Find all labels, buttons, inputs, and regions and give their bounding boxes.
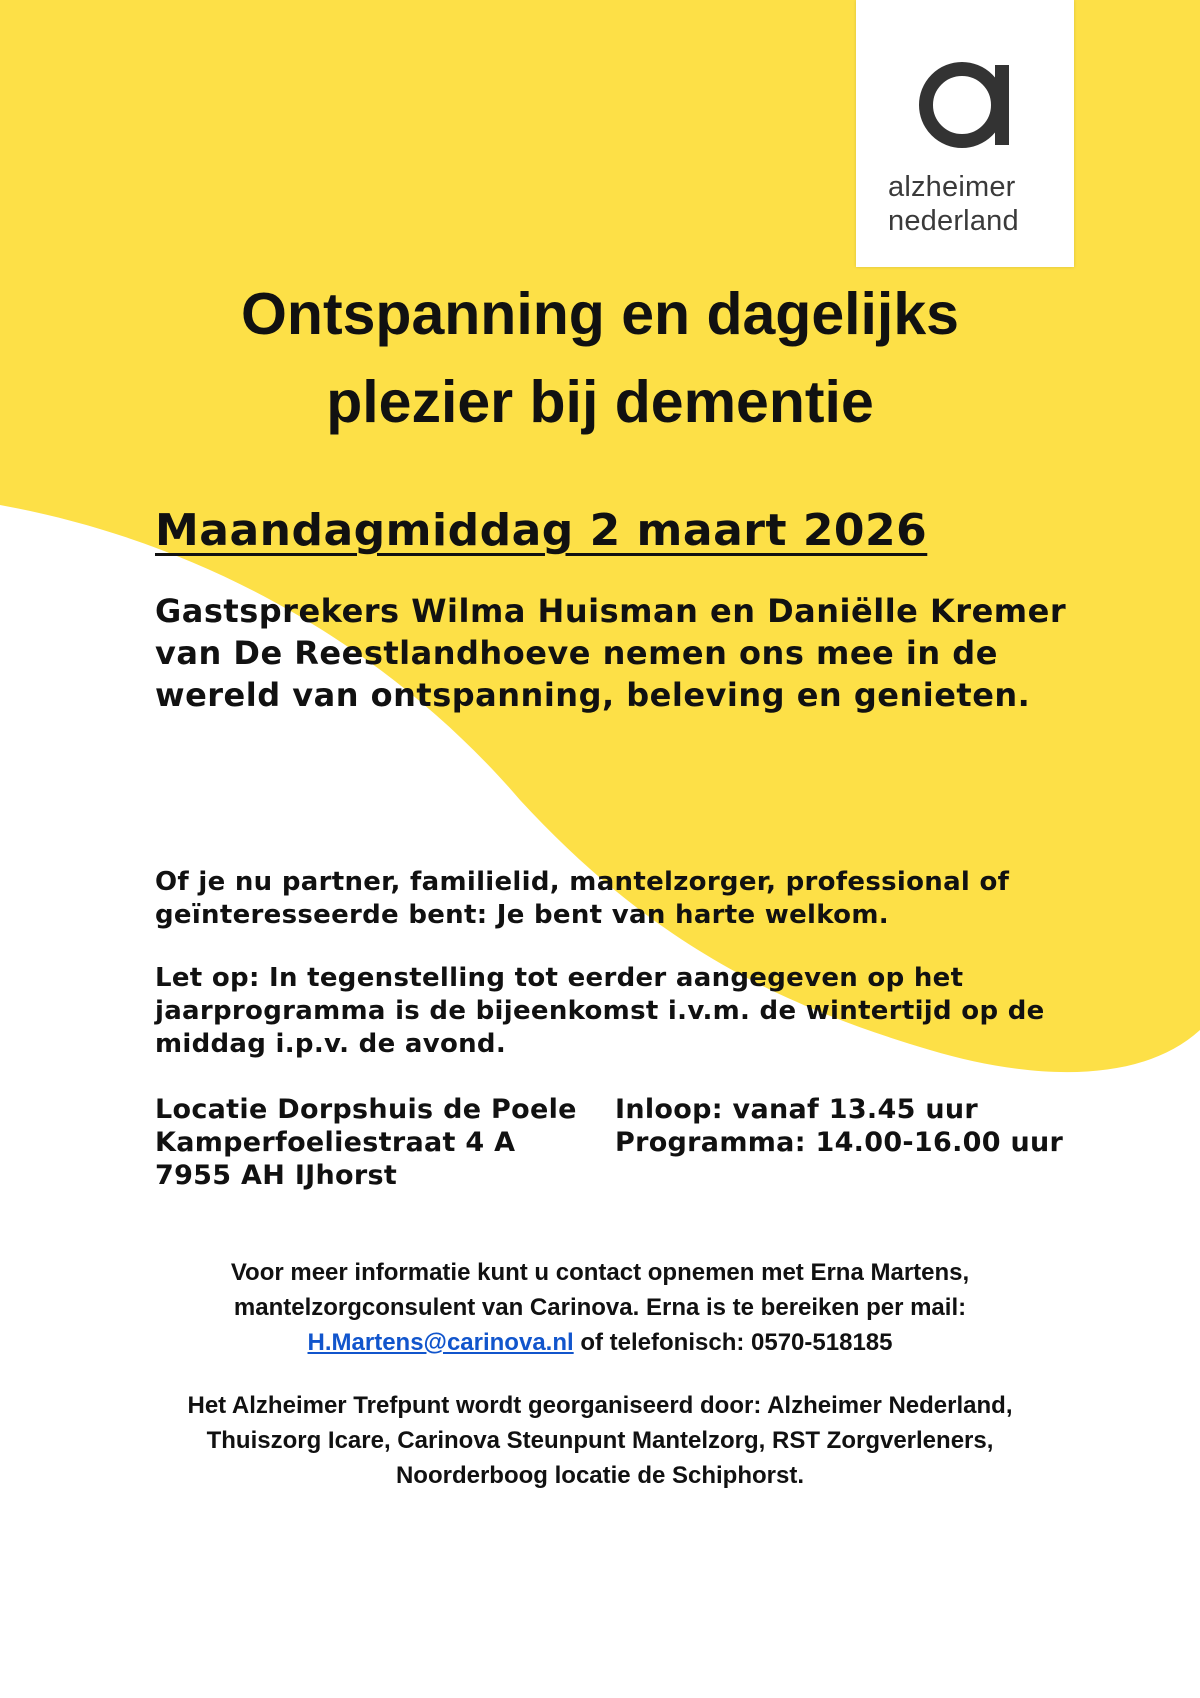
- contact-info: [100, 1255, 1100, 1360]
- alzheimer-nederland-logo: [856, 0, 1074, 267]
- speakers-paragraph: Gastsprekers Wilma Huisman en Daniëlle Kremer van De Reestlandhoeve nemen ons mee in de wereld van ontspanning, beleving en genieten.: [155, 592, 1067, 714]
- organizers-line-1: Het Alzheimer Trefpunt wordt georganiseerd door: Alzheimer Nederland,: [187, 1392, 1013, 1419]
- location-line-2: Kamperfoeliestraat 4 A: [155, 1127, 516, 1158]
- location-block: [155, 1093, 577, 1192]
- schedule-block: [615, 1093, 1063, 1159]
- organizers-line-3: Noorderboog locatie de Schiphorst.: [395, 1462, 805, 1489]
- email-link[interactable]: H.Martens@carinova.nl: [307, 1329, 574, 1356]
- contact-line-2: mantelzorgconsulent van Carinova. Erna is te bereiken per mail:: [233, 1294, 967, 1321]
- schedule-programma: Programma: 14.00-16.00 uur: [615, 1127, 1064, 1158]
- title-line-2: plezier bij dementie: [326, 369, 874, 435]
- welcome-paragraph: Of je nu partner, familielid, mantelzorger, professional of geïnteresseerde bent: Je bent van harte welkom.: [155, 867, 1010, 930]
- phone-text: of telefonisch: 0570-518185: [573, 1329, 893, 1356]
- event-date: Maandagmiddag 2 maart 2026: [155, 505, 928, 556]
- contact-line-3: [100, 1325, 1100, 1360]
- title-line-1: Ontspanning en dagelijks: [241, 281, 959, 347]
- logo-line-1: alzheimer: [888, 171, 1016, 203]
- page-title: [0, 270, 1200, 446]
- logo-line-2: nederland: [888, 205, 1019, 237]
- note-paragraph: Let op: In tegenstelling tot eerder aangegeven op het jaarprogramma is de bijeenkomst i.v.m. de wintertijd op de middag i.p.v. de avond.: [155, 963, 1045, 1059]
- schedule-inloop: Inloop: vanaf 13.45 uur: [615, 1094, 979, 1125]
- organizers-line-2: Thuiszorg Icare, Carinova Steunpunt Mantelzorg, RST Zorgverleners,: [206, 1427, 994, 1454]
- contact-line-1: Voor meer informatie kunt u contact opnemen met Erna Martens,: [230, 1259, 970, 1286]
- alzheimer-a-logo-icon: [916, 55, 1016, 155]
- location-line-1: Locatie Dorpshuis de Poele: [155, 1094, 577, 1125]
- location-line-3: 7955 AH IJhorst: [155, 1160, 398, 1191]
- logo-wordmark: [888, 170, 1068, 238]
- organizers-info: [100, 1388, 1100, 1493]
